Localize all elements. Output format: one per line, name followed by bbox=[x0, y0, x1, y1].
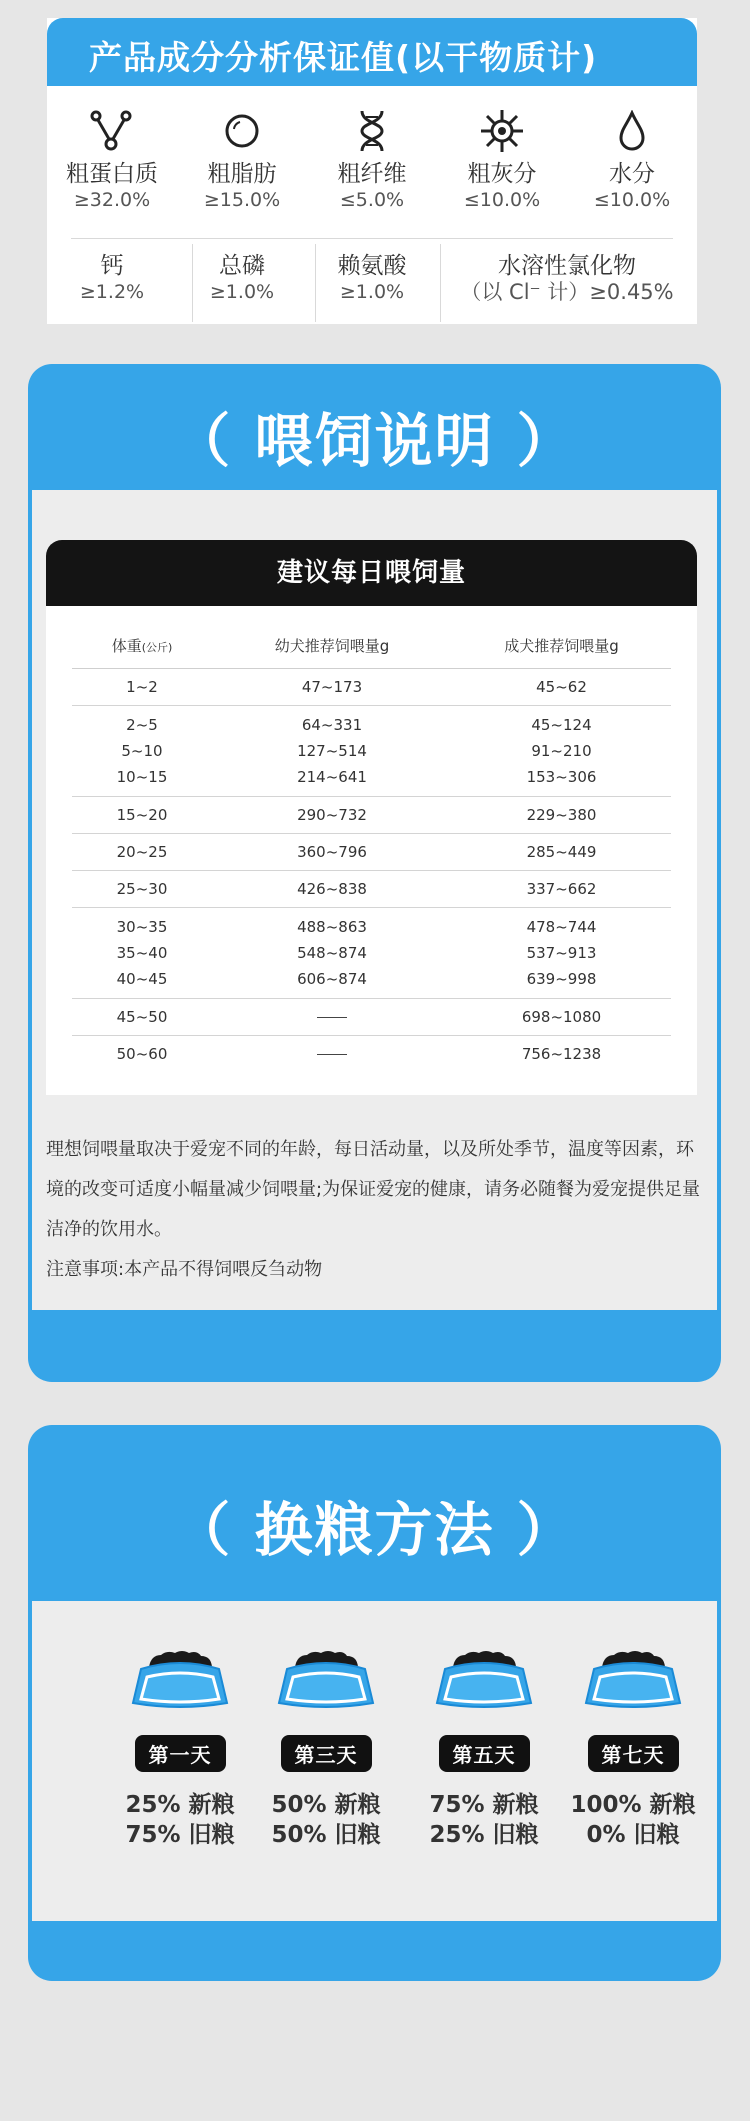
cell-value: 64~331 bbox=[301, 715, 363, 734]
nutrient-fiber bbox=[307, 102, 437, 212]
cell-weight bbox=[72, 998, 212, 1035]
cell-puppy bbox=[212, 998, 452, 1035]
cell-puppy bbox=[212, 668, 452, 705]
new-food-ratio: 50% 新粮 bbox=[271, 1792, 381, 1818]
cell-value: 45~62 bbox=[536, 677, 587, 696]
feeding-section bbox=[28, 364, 721, 1382]
cell-weight bbox=[72, 1035, 212, 1072]
nutrient-ash bbox=[437, 102, 567, 212]
divider bbox=[71, 238, 673, 239]
cell-value: 337~662 bbox=[526, 879, 597, 898]
cell-adult bbox=[452, 907, 671, 998]
cell-value: 1~2 bbox=[126, 677, 158, 696]
cell-value: 127~514 bbox=[297, 741, 367, 760]
cell-value: 5~10 bbox=[121, 741, 163, 760]
circle-icon bbox=[177, 102, 307, 160]
cell-value: 229~380 bbox=[526, 805, 597, 824]
water-drop-icon bbox=[567, 102, 697, 160]
cell-value: 2~5 bbox=[126, 715, 158, 734]
cell-adult bbox=[452, 870, 671, 907]
table-body bbox=[72, 668, 671, 1072]
table-row bbox=[72, 998, 671, 1035]
nutrient-name: 赖氨酸 bbox=[337, 253, 407, 279]
cell-value: 30~35 bbox=[116, 917, 168, 936]
feeding-content bbox=[32, 490, 717, 1310]
cell-puppy bbox=[212, 907, 452, 998]
new-food-ratio: 75% 新粮 bbox=[429, 1792, 539, 1818]
table-row bbox=[72, 796, 671, 833]
table-row bbox=[72, 833, 671, 870]
table-row bbox=[72, 907, 671, 998]
cell-puppy bbox=[212, 833, 452, 870]
table-row bbox=[72, 870, 671, 907]
food-switch-section bbox=[28, 1425, 721, 1981]
cell-adult bbox=[452, 998, 671, 1035]
table-row bbox=[72, 705, 671, 796]
nutrient-name: 粗灰分 bbox=[467, 161, 537, 187]
cell-value: 45~50 bbox=[116, 1007, 168, 1026]
nutrient-value: ≥15.0% bbox=[203, 189, 281, 211]
cell-value: 214~641 bbox=[297, 767, 367, 786]
cell-value: 153~306 bbox=[526, 767, 597, 786]
nutrient-name: 水溶性氯化物 bbox=[498, 253, 636, 279]
old-food-ratio: 25% 旧粮 bbox=[429, 1822, 539, 1848]
old-food-ratio: 50% 旧粮 bbox=[271, 1822, 381, 1848]
nutrient-row-minerals bbox=[47, 246, 697, 324]
column-header-puppy: 幼犬推荐饲喂量g bbox=[212, 624, 452, 668]
new-food-ratio: 100% 新粮 bbox=[570, 1792, 696, 1818]
day-label: 第三天 bbox=[281, 1735, 372, 1772]
cell-value: 548~874 bbox=[297, 943, 367, 962]
nutrient-value: ≥1.0% bbox=[339, 281, 405, 303]
day-label: 第七天 bbox=[588, 1735, 679, 1772]
food-bowl-icon bbox=[127, 1647, 233, 1711]
column-header-adult: 成犬推荐饲喂量g bbox=[452, 624, 671, 668]
column-header-weight: 体重(公斤) bbox=[72, 624, 212, 668]
new-food-ratio: 25% 新粮 bbox=[125, 1792, 235, 1818]
nutrient-name: 钙 bbox=[100, 253, 124, 279]
feeding-title: （ 喂饲说明 ） bbox=[172, 407, 577, 475]
dna-icon bbox=[307, 102, 437, 160]
day-label: 第一天 bbox=[135, 1735, 226, 1772]
feeding-table-panel bbox=[46, 540, 697, 1095]
cell-value: 290~732 bbox=[297, 805, 367, 824]
nutrient-chloride bbox=[437, 246, 697, 324]
cell-puppy bbox=[212, 705, 452, 796]
feeding-note-text: 理想饲喂量取决于爱宠不同的年龄，每日活动量，以及所处季节，温度等因素，环境的改变可适度小幅量减少饲喂量;为保证爱宠的健康，请务必随餐为爱宠提供足量洁净的饮用水。 bbox=[46, 1139, 701, 1240]
cell-weight bbox=[72, 796, 212, 833]
food-bowl-icon bbox=[273, 1647, 379, 1711]
cell-value: 15~20 bbox=[116, 805, 168, 824]
old-food-ratio: 0% 旧粮 bbox=[586, 1822, 680, 1848]
cell-value: 698~1080 bbox=[521, 1007, 602, 1026]
empty-value-dash bbox=[317, 1054, 347, 1055]
cell-value: 10~15 bbox=[116, 767, 168, 786]
switch-step bbox=[553, 1647, 713, 1850]
cell-puppy bbox=[212, 1035, 452, 1072]
cell-value: 35~40 bbox=[116, 943, 168, 962]
day-label: 第五天 bbox=[439, 1735, 530, 1772]
nutrient-name: 粗蛋白质 bbox=[66, 161, 158, 187]
cell-value: 285~449 bbox=[526, 842, 597, 861]
cell-value: 45~124 bbox=[531, 715, 592, 734]
cell-value: 40~45 bbox=[116, 969, 168, 988]
cell-weight bbox=[72, 705, 212, 796]
cell-value bbox=[212, 1041, 452, 1067]
nutrient-phosphorus bbox=[177, 246, 307, 324]
cell-value: 20~25 bbox=[116, 842, 168, 861]
cell-value: 478~744 bbox=[526, 917, 597, 936]
cell-value: 47~173 bbox=[301, 677, 363, 696]
analysis-header bbox=[47, 18, 697, 86]
nutrient-value: ≤5.0% bbox=[339, 189, 405, 211]
cell-adult bbox=[452, 833, 671, 870]
nutrient-protein bbox=[47, 102, 177, 212]
cell-value: 50~60 bbox=[116, 1044, 168, 1063]
cell-puppy bbox=[212, 870, 452, 907]
molecule-icon bbox=[47, 102, 177, 160]
cell-value: 756~1238 bbox=[521, 1044, 602, 1063]
table-row bbox=[72, 668, 671, 705]
virus-icon bbox=[437, 102, 567, 160]
nutrient-value: ≤10.0% bbox=[593, 189, 671, 211]
food-bowl-icon bbox=[580, 1647, 686, 1711]
switch-step bbox=[246, 1647, 406, 1850]
feeding-notes bbox=[46, 1130, 706, 1290]
nutrient-name: 粗脂肪 bbox=[207, 161, 277, 187]
cell-value: 606~874 bbox=[297, 969, 367, 988]
nutrient-moisture bbox=[567, 102, 697, 212]
caution-text: 注意事项:本产品不得饲喂反刍动物 bbox=[46, 1259, 323, 1280]
nutrient-name: 总磷 bbox=[219, 253, 265, 279]
nutrient-value: ≥1.2% bbox=[79, 281, 145, 303]
nutrition-analysis-panel bbox=[47, 18, 697, 324]
switch-step bbox=[404, 1647, 564, 1850]
cell-weight bbox=[72, 833, 212, 870]
nutrient-calcium bbox=[47, 246, 177, 324]
feeding-table bbox=[72, 624, 671, 1072]
cell-weight bbox=[72, 870, 212, 907]
analysis-title: 产品成分分析保证值(以干物质计) bbox=[89, 38, 598, 77]
food-bowl-icon bbox=[431, 1647, 537, 1711]
table-row bbox=[72, 1035, 671, 1072]
cell-adult bbox=[452, 668, 671, 705]
empty-value-dash bbox=[317, 1017, 347, 1018]
switch-content bbox=[32, 1601, 717, 1921]
nutrient-lysine bbox=[307, 246, 437, 324]
cell-value: 91~210 bbox=[531, 741, 592, 760]
cell-weight bbox=[72, 668, 212, 705]
nutrient-value: ≥32.0% bbox=[73, 189, 151, 211]
table-header-row bbox=[72, 624, 671, 668]
cell-value: 488~863 bbox=[297, 917, 367, 936]
cell-adult bbox=[452, 796, 671, 833]
cell-value: 639~998 bbox=[526, 969, 597, 988]
feeding-table-title: 建议每日喂饲量 bbox=[46, 540, 697, 606]
old-food-ratio: 75% 旧粮 bbox=[125, 1822, 235, 1848]
nutrient-fat bbox=[177, 102, 307, 212]
cell-value: 360~796 bbox=[297, 842, 367, 861]
nutrient-name: 水分 bbox=[609, 161, 655, 187]
cell-value bbox=[212, 1004, 452, 1030]
cell-value: 537~913 bbox=[526, 943, 597, 962]
nutrient-row-main bbox=[47, 102, 697, 212]
nutrient-value: ≤10.0% bbox=[463, 189, 541, 211]
nutrient-value: ≥1.0% bbox=[209, 281, 275, 303]
cell-weight bbox=[72, 907, 212, 998]
switch-title: （ 换粮方法 ） bbox=[172, 1496, 577, 1564]
nutrient-value: （以 Cl⁻ 计）≥0.45% bbox=[460, 280, 674, 304]
switch-step bbox=[100, 1647, 260, 1850]
nutrient-name: 粗纤维 bbox=[337, 161, 407, 187]
cell-adult bbox=[452, 705, 671, 796]
cell-value: 25~30 bbox=[116, 879, 168, 898]
cell-adult bbox=[452, 1035, 671, 1072]
cell-puppy bbox=[212, 796, 452, 833]
cell-value: 426~838 bbox=[297, 879, 367, 898]
